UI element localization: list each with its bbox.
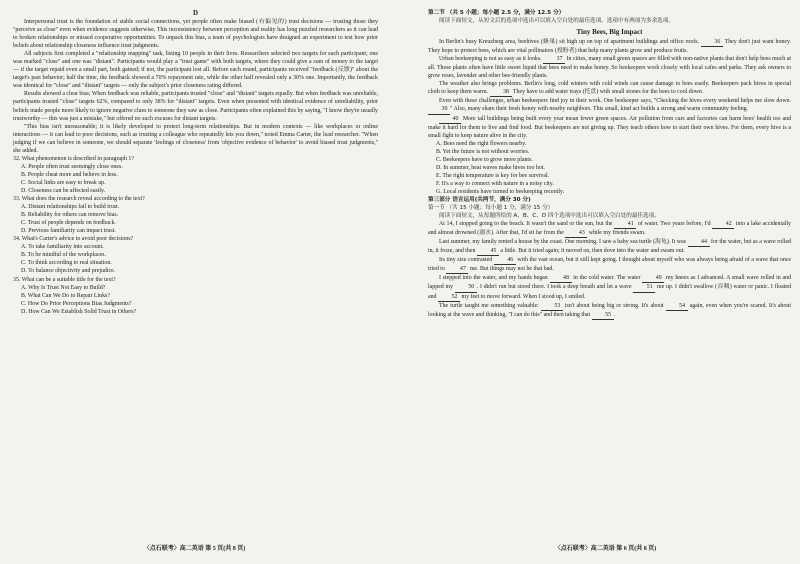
bees-paragraph-5: 40 More tall buildings being built every year mean fewer green spaces. Air pollution from cars and factories can harm bees' health too and make it hard for them to live and find food. But beekeepers are not giving up. They teach others how to start their own hives. For them, every hive is a small fight to keep nature alive in the city. <box>428 115 791 139</box>
bees-paragraph-2: Urban beekeeping is not as easy as it looks. 37 In cities, many small green spaces are filled with non-native plants that don't help bees much at all. These plants often have little sweet liquid that bees need to make honey. So beekeepers work closely with local cafes and parks. They ask owners to grow roses, lavender and other bee-friendly plants. <box>428 56 791 80</box>
question-stem: 33. What does the research reveal according to the text? <box>13 196 145 203</box>
question-stem: 35. What can be a suitable title for the text? <box>13 276 116 283</box>
blank-46[interactable]: 46 <box>494 256 516 265</box>
cloze-paragraph-2: Last summer, my family rented a house by the coast. One morning, I saw a baby sea turtle (海龟). It was 44 for the water, but as a wave rolled in, it froze, and then 45 a little. But it tried again; it moved on, then dove into the water and swam out. <box>428 238 791 256</box>
page-6 <box>411 0 800 564</box>
part3-subheading: 第一节 （共 15 小题；每小题 1 分，满分 15 分） <box>428 205 554 212</box>
blank-52[interactable]: 52 <box>438 293 460 302</box>
option: A. Why Is Trust Not Easy to Build? <box>21 284 106 291</box>
blank-50[interactable]: 50 <box>455 283 477 292</box>
section-heading: 第二节 （共 5 小题；每小题 2.5 分，满分 12.5 分） <box>428 10 565 16</box>
passage-paragraph-3: Results showed a clear bias; When feedback was reliable, participants trusted "close" and "distant" targets equally. But when feedback was unreliable, participants trusted "close" targets 62%, compared to only 38% for "distant" targets. Even when presented with identical evidence of unreliability, prior beliefs made people more likely to ignore negative clues to someone they saw as close. Participants often explained this by saying, "I know they're usually trustworthy — this was just a mistake," but offered no such excuses for distant targets. <box>13 91 378 122</box>
blank-47[interactable]: 47 <box>446 265 468 274</box>
question-stem: 34. What's Carter's advice to avoid poor decisions? <box>13 236 134 243</box>
blank-42[interactable]: 42 <box>712 220 734 229</box>
bees-paragraph-4: Even with these challenges, urban beekeepers find joy in their work. One beekeeper says, "Checking the hives every weekend helps me slow down. 39 " Also, many share their fresh honey with nearby neighbors. This small, kind act builds a strong and warm community feeling. <box>428 97 791 114</box>
cloze-paragraph-3: Its tiny size contrasted 46 with the vast ocean, but it still kept going. I thought about myself who was always being afraid of a wave that once tried to 47 me. But things may not be that bad. <box>428 256 791 274</box>
question-35 <box>13 276 378 316</box>
choice-option: E. The right temperature is key for bee survival. <box>436 172 550 179</box>
question-stem: 32. What phenomenon is described in paragraph 1? <box>13 155 134 162</box>
passage-paragraph-4: "This bias isn't unreasonable; it is likely developed to protect long-term relationships. But in modern contexts — like workplaces or online interactions — it can lead to poor decisions, such as trusting a colleague who repeatedly lets you down," noted Emma Carter, the lead researcher. "When judging if we can believe in someone, we should separate 'feelings of closeness' from 'objective evidence of behavior' to avoid biased trust judgments," she added. <box>13 123 378 154</box>
page-gutter <box>389 0 411 564</box>
choice-option: C. Beekeepers have to grow more plants. <box>436 156 533 163</box>
passage-paragraph-2: All subjects first completed a "relationship mapping" task, listing 10 people in their lives. Researchers selected two targets for each participant; one was marked "close" and one was "distant". Participants would play a "trust game" with both targets, where they could give a sum of money to the target — if the target repaid even a small part, both gained; if not, the participant lost all. Before each round, participants received "feedback (反馈)" about the target's past behavior; half the time, the feedback showed a 70% repayment rate, while the other half revealed only a 30% one. Importantly, the feedback was identical for "close" and "distant" targets — only the subject's prior closeness rating differed. <box>13 51 378 90</box>
choice-option: D. In summer, heat waves make hives too hot. <box>436 164 545 171</box>
option: B. People cheat more and believe in less. <box>21 171 118 178</box>
option: D. How Can We Establish Solid Trust in Others? <box>21 308 137 315</box>
blank-38[interactable]: 38 <box>490 88 512 97</box>
option: D. Previous familiarity can impact trust. <box>21 228 116 235</box>
blank-37[interactable]: 37 <box>543 55 565 64</box>
blank-49[interactable]: 49 <box>642 274 664 283</box>
bees-paragraph-3: The weather also brings problems. Berlin's long, cold winters with cold winds can cause damage to bees easily. Beekeepers pack hives in special cloth to keep them warm. 38 They have to add water trays (托盘) with small stones for the bees to cool down. <box>428 80 791 97</box>
passage-title: Tiny Bees, Big Impact <box>576 28 643 37</box>
option: B. Reliability for others can remove bias. <box>21 212 119 219</box>
question-34 <box>13 235 378 275</box>
option: A. Distant relationships fail to build trust. <box>21 204 120 211</box>
blank-41[interactable]: 41 <box>614 220 636 229</box>
page-footer: 〈点石联考〉高二英语 第 5 页(共 8 页) <box>143 546 246 552</box>
option: A. People often trust seemingly close ones. <box>21 163 123 170</box>
choice-option: F. It's a way to connect with nature in a noisy city. <box>436 180 554 187</box>
part3-heading: 第三部分 语言运用(共两节，满分 30 分) <box>428 196 531 203</box>
option: C. Social links are easy to break up. <box>21 179 106 186</box>
option: D. Closeness can be affected easily. <box>21 187 106 194</box>
question-32 <box>13 155 378 195</box>
part3-instructions: 阅读下面短文，从每题所给的 A、B、C、D 四个选项中选出可以填入空白处的最佳选项。 <box>439 213 660 220</box>
choice-option: B. Yet the future is not without worries. <box>436 148 530 155</box>
cloze-paragraph-4: I stepped into the water, and my hands began 48 in the cold water. The water 49 my knees as I advanced. A small wave rolled in and lapped my 50 . I didn't run but stood there. I took a deep breath and let a wave 51 me up. I didn't swallow (吞咽) water or panic. I floated and 52 my feet to move forward. When I stood up, I smiled. <box>428 274 791 301</box>
blank-51[interactable]: 51 <box>633 283 655 292</box>
section-letter: D <box>192 9 199 17</box>
option: D. To balance objectivity and prejudice. <box>21 268 116 275</box>
option: C. To think according to real situation. <box>21 260 112 267</box>
blank-54[interactable]: 54 <box>666 302 688 311</box>
choice-option: G. Local residents have turned to beekeeping recently. <box>436 188 565 195</box>
choice-option: A. Bees need the right flowers nearby. <box>436 140 527 147</box>
blank-43[interactable]: 43 <box>565 229 587 238</box>
blank-39[interactable]: 39 <box>428 105 450 114</box>
question-33 <box>13 195 378 235</box>
cloze-paragraph-5: The turtle taught me something valuable: 53 isn't about being big or strong. It's about 54 again, even when you're scared. It's about looking at the wave and thinking, "I can do this" and then taking that 55 . <box>428 302 791 320</box>
option: C. Trust of people depends on feedback. <box>21 220 116 227</box>
blank-55[interactable]: 55 <box>592 311 614 320</box>
blank-53[interactable]: 53 <box>541 302 563 311</box>
section-instructions: 阅读下面短文，从短文后的选项中选出可以填入空白处的最佳选项。选项中有两项为多余选项。 <box>439 18 674 25</box>
blank-40[interactable]: 40 <box>439 115 461 124</box>
blank-44[interactable]: 44 <box>688 238 710 247</box>
blank-48[interactable]: 48 <box>550 274 572 283</box>
option: C. How Do Prior Perceptions Bias Judgments? <box>21 300 132 307</box>
blank-45[interactable]: 45 <box>477 247 499 256</box>
cloze-paragraph-1: At 14, I stopped going to the beach. It wasn't the sand or the sun, but the 41 of water. Two years before, I'd 42 into a lake accidentally and almost drowned (溺水). After that, I'd sit far from the 43 while my friends swam. <box>428 220 791 238</box>
bees-paragraph-1: In Berlin's busy Kreuzberg area, beehives (蜂巢) sit high up on top of apartment buildings and office roofs. 36 They don't just want honey. They hope to protect bees, which are vital pollinators (授粉者) that help many plants grow and produce fruits. <box>428 39 791 55</box>
passage-paragraph-1: Interpersonal trust is the foundation of stable social connections, yet people often make biased (有偏见的) trust decisions — trusting those they "perceive as close" even when evidence suggests otherwise. This inconsistency between perception and reality has long puzzled researchers as it can lead to broken relationships or missed cooperative opportunities. To unpack this bias, a team of psychologists have designed an experiment to test how prior beliefs about relationship closeness influence trust judgments. <box>13 19 378 50</box>
option: A. To take familiarity into account. <box>21 244 104 251</box>
option: B. To be mindful of the workplaces. <box>21 252 106 259</box>
page-5 <box>0 0 389 564</box>
blank-36[interactable]: 36 <box>701 38 723 47</box>
option: B. What Can We Do to Repair Links? <box>21 292 110 299</box>
page-footer: 〈点石联考〉高二英语 第 6 页(共 8 页) <box>554 546 657 552</box>
